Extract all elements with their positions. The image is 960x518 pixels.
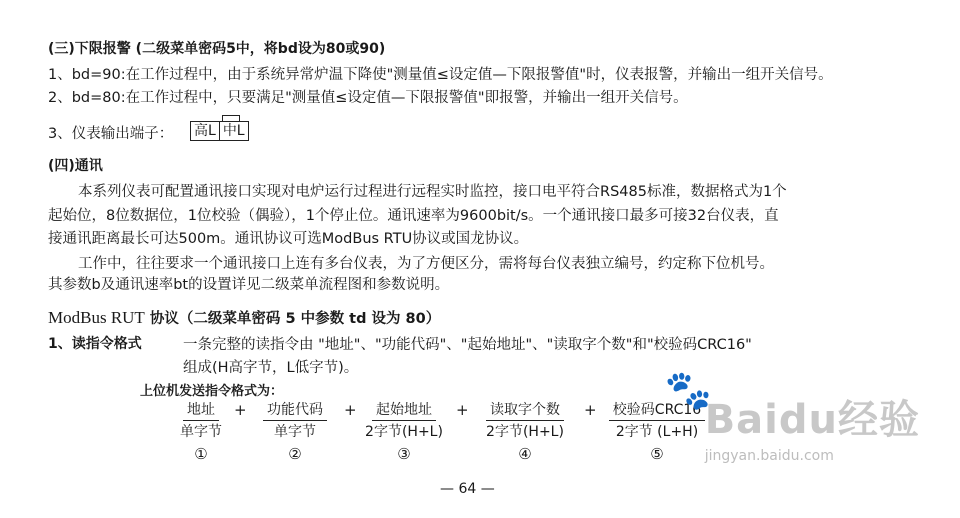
watermark-logo: Baidu经验 — [704, 397, 920, 443]
plus-sign: + — [234, 401, 247, 419]
read-command-label: 1、读指令格式 — [48, 336, 142, 352]
section3-line-1: 1、bd=90:在工作过程中，由于系统异常炉温下降使"测量值≤设定值—下限报警值"时，仪表报警，并输出一组开关信号。 — [48, 67, 833, 83]
modbus-title-zh: 协议（二级菜单密码 5 中参数 td 设为 80） — [149, 311, 441, 327]
frame-field-index: ① — [194, 445, 208, 463]
section3-line-3-label: 3、仪表输出端子： — [48, 126, 174, 142]
frame-field-size: 2字节(H+L) — [486, 424, 564, 440]
section4-para2-line2: 其参数b及通讯速率bt的设置详见二级菜单流程图和参数说明。 — [48, 277, 450, 293]
frame-field-size: 2字节(H+L) — [365, 424, 443, 440]
frame-field-index: ⑤ — [650, 445, 664, 463]
frame-field-name: 校验码CRC16 — [609, 400, 705, 421]
watermark-url: jingyan.baidu.com — [704, 448, 834, 464]
frame-field-address — [168, 400, 234, 465]
read-command-text-line1: 一条完整的读指令由 "地址"、"功能代码"、"起始地址"、"读取字个数"和"校验码CRC16" — [183, 337, 752, 353]
frame-field-index: ④ — [518, 445, 532, 463]
frame-field-name: 地址 — [183, 400, 219, 421]
modbus-title-en: ModBus RUT — [48, 308, 145, 327]
plus-sign: + — [344, 401, 357, 419]
paw-logo-icon: 🐾 — [664, 368, 713, 412]
output-terminal-diagram — [190, 121, 249, 141]
frame-field-name: 功能代码 — [263, 400, 327, 421]
read-command-text-line2: 组成(H高字节，L低字节)。 — [183, 360, 359, 376]
plus-sign: + — [456, 401, 469, 419]
frame-field-word-count — [470, 400, 580, 465]
terminal-mid-l: 中L — [220, 121, 249, 141]
plus-sign: + — [584, 401, 597, 419]
frame-field-name: 起始地址 — [372, 400, 436, 421]
frame-field-size: 单字节 — [180, 424, 222, 440]
section4-para1-line2: 起始位，8位数据位，1位校验（偶验），1个停止位。通讯速率为9600bit/s。一个通讯接口最多可接32台仪表，直 — [48, 208, 779, 224]
frame-field-size: 单字节 — [274, 424, 316, 440]
page-number: — 64 — — [440, 481, 495, 497]
section4-para2-line1: 工作中，往往要求一个通讯接口上连有多台仪表，为了方便区分，需将每台仪表独立编号，约定称下位机号。 — [78, 256, 774, 272]
frame-field-index: ③ — [397, 445, 411, 463]
frame-field-function-code — [252, 400, 338, 465]
frame-field-index: ② — [288, 445, 302, 463]
frame-heading: 上位机发送指令格式为： — [140, 384, 284, 399]
section3-line-2: 2、bd=80:在工作过程中，只要满足"测量值≤设定值—下限报警值"即报警，并输出一组开关信号。 — [48, 90, 688, 106]
section3-heading: (三)下限报警 (二级菜单密码5中，将bd设为80或90) — [48, 41, 386, 57]
frame-field-size: 2字节 (L+H) — [615, 424, 699, 440]
terminal-high-l: 高L — [190, 121, 220, 141]
section4-para1-line3: 接通讯距离最长可达500m。通讯协议可选ModBus RTU协议或国龙协议。 — [48, 231, 529, 247]
section4-heading: (四)通讯 — [48, 158, 103, 174]
baidu-watermark — [664, 368, 920, 464]
modbus-title — [48, 307, 440, 328]
section4-para1-line1: 本系列仪表可配置通讯接口实现对电炉运行过程进行远程实时监控，接口电平符合RS485标准，数据格式为1个 — [78, 184, 787, 200]
frame-field-start-address — [356, 400, 452, 465]
frame-field-name: 读取字个数 — [486, 400, 564, 421]
